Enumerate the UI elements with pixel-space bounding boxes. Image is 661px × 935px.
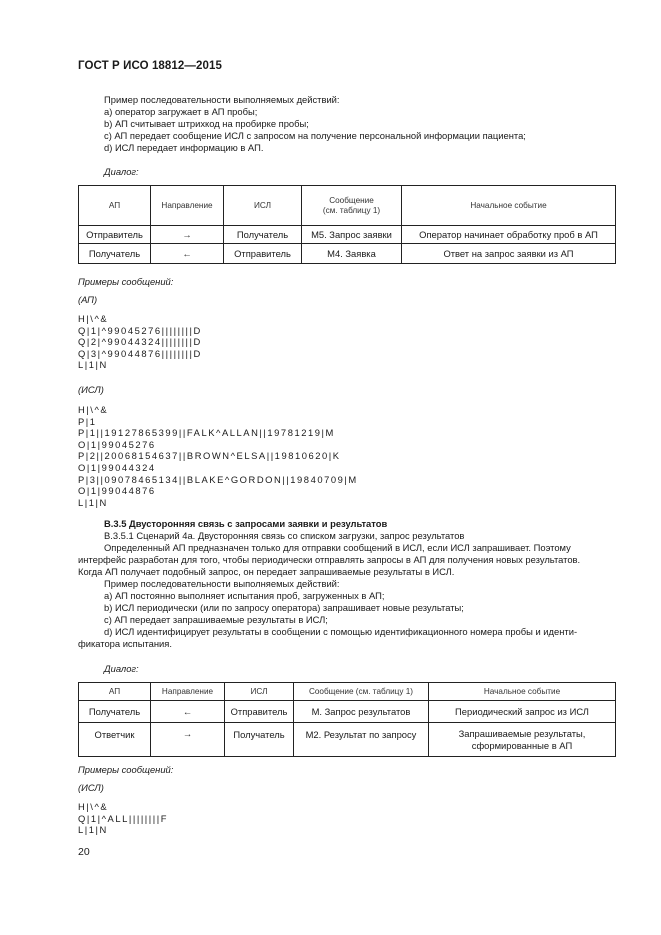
direction-arrow-icon: ← xyxy=(151,244,224,264)
table-cell: М. Запрос результатов xyxy=(294,701,429,723)
message-line: H|\^& xyxy=(78,313,109,324)
message-line: P|2||20068154637||BROWN^ELSA||19810620|K xyxy=(78,450,341,462)
sequence-step: b) АП считывает штрихкод на пробирке пробы; xyxy=(104,118,309,129)
table-header-row xyxy=(79,186,616,226)
direction-arrow-icon: ← xyxy=(151,701,225,723)
table-row xyxy=(79,226,616,244)
section-body xyxy=(78,542,618,650)
sequence-list-1 xyxy=(104,94,526,154)
table-cell: Получатель xyxy=(79,701,151,723)
message-line: O|1|99045276 xyxy=(78,438,156,450)
dialog-label: Диалог: xyxy=(104,166,139,177)
table-cell: Получатель xyxy=(224,226,302,244)
direction-arrow-icon: → xyxy=(151,723,225,757)
sequence-intro: Пример последовательности выполняемых действий: xyxy=(104,94,340,105)
table-row xyxy=(79,244,616,264)
table-row xyxy=(79,723,616,757)
dialog-label: Диалог: xyxy=(104,663,139,674)
table-cell: М5. Запрос заявки xyxy=(302,226,402,244)
document-header: ГОСТ Р ИСО 18812—2015 xyxy=(78,60,223,72)
dialog-table-1 xyxy=(78,185,616,264)
message-line: Q|1|^ALL||||||||F xyxy=(78,812,169,824)
table-cell: Получатель xyxy=(225,723,294,757)
analyzer-label: (АП) xyxy=(78,294,98,305)
table-cell: Периодический запрос из ИСЛ xyxy=(429,701,616,723)
message-line: P|1||19127865399||FALK^ALLAN||19781219|M xyxy=(78,427,335,439)
examples-label: Примеры сообщений: xyxy=(78,764,174,775)
message-line: H|\^& xyxy=(78,404,109,415)
lis-label: (ИСЛ) xyxy=(78,782,104,793)
message-line: Q|2|^99044324||||||||D xyxy=(78,336,202,348)
table-cell: М2. Результат по запросу xyxy=(294,723,429,757)
lis-label: (ИСЛ) xyxy=(78,384,104,395)
column-header: Начальное событие xyxy=(429,683,616,701)
sequence-step: c) АП передает запрашиваемые результаты в ИСЛ; xyxy=(104,614,328,625)
message-line: P|3||09078465134||BLAKE^GORDON||19840709|M xyxy=(78,473,358,485)
sequence-step: b) ИСЛ периодически (или по запросу оператора) запрашивает новые результаты; xyxy=(104,602,464,613)
table-cell: Отправитель xyxy=(224,244,302,264)
analyzer-message-block xyxy=(78,313,202,371)
sequence-step: фикатора испытания. xyxy=(78,638,172,649)
message-line: H|\^& xyxy=(78,801,109,812)
column-header: ИСЛ xyxy=(224,186,302,226)
message-line: O|1|99044324 xyxy=(78,461,156,473)
sequence-step: a) оператор загружает в АП пробы; xyxy=(104,106,258,117)
sequence-step: d) ИСЛ идентифицирует результаты в сообщении с помощью идентификационного номера пробы и иденти- xyxy=(104,626,578,637)
examples-label: Примеры сообщений: xyxy=(78,276,174,287)
sequence-step: d) ИСЛ передает информацию в АП. xyxy=(104,142,264,153)
direction-arrow-icon: → xyxy=(151,226,224,244)
sequence-intro: Пример последовательности выполняемых действий: xyxy=(104,578,340,589)
lis-message-block xyxy=(78,801,168,836)
body-line: Когда АП получает подобный запрос, он передает запрашиваемые результаты в ИСЛ. xyxy=(78,566,455,577)
message-line: L|1|N xyxy=(78,496,108,508)
body-line: Определенный АП предназначен только для отправки сообщений в ИСЛ, если ИСЛ запрашивает. Поэтому xyxy=(104,542,571,553)
column-header: Сообщение (см. таблицу 1) xyxy=(302,186,402,226)
message-line: L|1|N xyxy=(78,359,108,371)
message-line: P|1 xyxy=(78,415,97,427)
body-line: интерфейс разработан для того, чтобы периодически отправлять запросы в АП для получения новых результатов. xyxy=(78,554,581,565)
dialog-table-2 xyxy=(78,682,616,757)
table-cell: Получатель xyxy=(79,244,151,264)
column-header: Сообщение (см. таблицу 1) xyxy=(294,683,429,701)
table-cell: М4. Заявка xyxy=(302,244,402,264)
column-header: ИСЛ xyxy=(225,683,294,701)
message-line: O|1|99044876 xyxy=(78,485,156,497)
table-cell: Ответчик xyxy=(79,723,151,757)
table-cell: Отправитель xyxy=(79,226,151,244)
column-header: Направление xyxy=(151,186,224,226)
column-header: Начальное событие xyxy=(402,186,616,226)
message-line: L|1|N xyxy=(78,824,108,836)
section-heading: В.3.5 Двусторонняя связь с запросами заявки и результатов xyxy=(104,518,388,529)
message-line: Q|3|^99044876||||||||D xyxy=(78,347,202,359)
sequence-step: c) АП передает сообщение ИСЛ с запросом на получение персональной информации пациента; xyxy=(104,130,526,141)
table-cell: Запрашиваемые результаты, сформированные в АП xyxy=(429,723,616,757)
lis-message-block xyxy=(78,404,358,508)
table-cell: Отправитель xyxy=(225,701,294,723)
column-header: АП xyxy=(79,683,151,701)
column-header: Направление xyxy=(151,683,225,701)
page-number: 20 xyxy=(78,846,90,858)
sequence-step: a) АП постоянно выполняет испытания проб, загруженных в АП; xyxy=(104,590,385,601)
table-header-row xyxy=(79,683,616,701)
table-cell: Ответ на запрос заявки из АП xyxy=(402,244,616,264)
table-row xyxy=(79,701,616,723)
table-cell: Оператор начинает обработку проб в АП xyxy=(402,226,616,244)
column-header: АП xyxy=(79,186,151,226)
subsection-heading: В.3.5.1 Сценарий 4а. Двусторонняя связь со списком загрузки, запрос результатов xyxy=(104,530,465,541)
message-line: Q|1|^99045276||||||||D xyxy=(78,324,202,336)
